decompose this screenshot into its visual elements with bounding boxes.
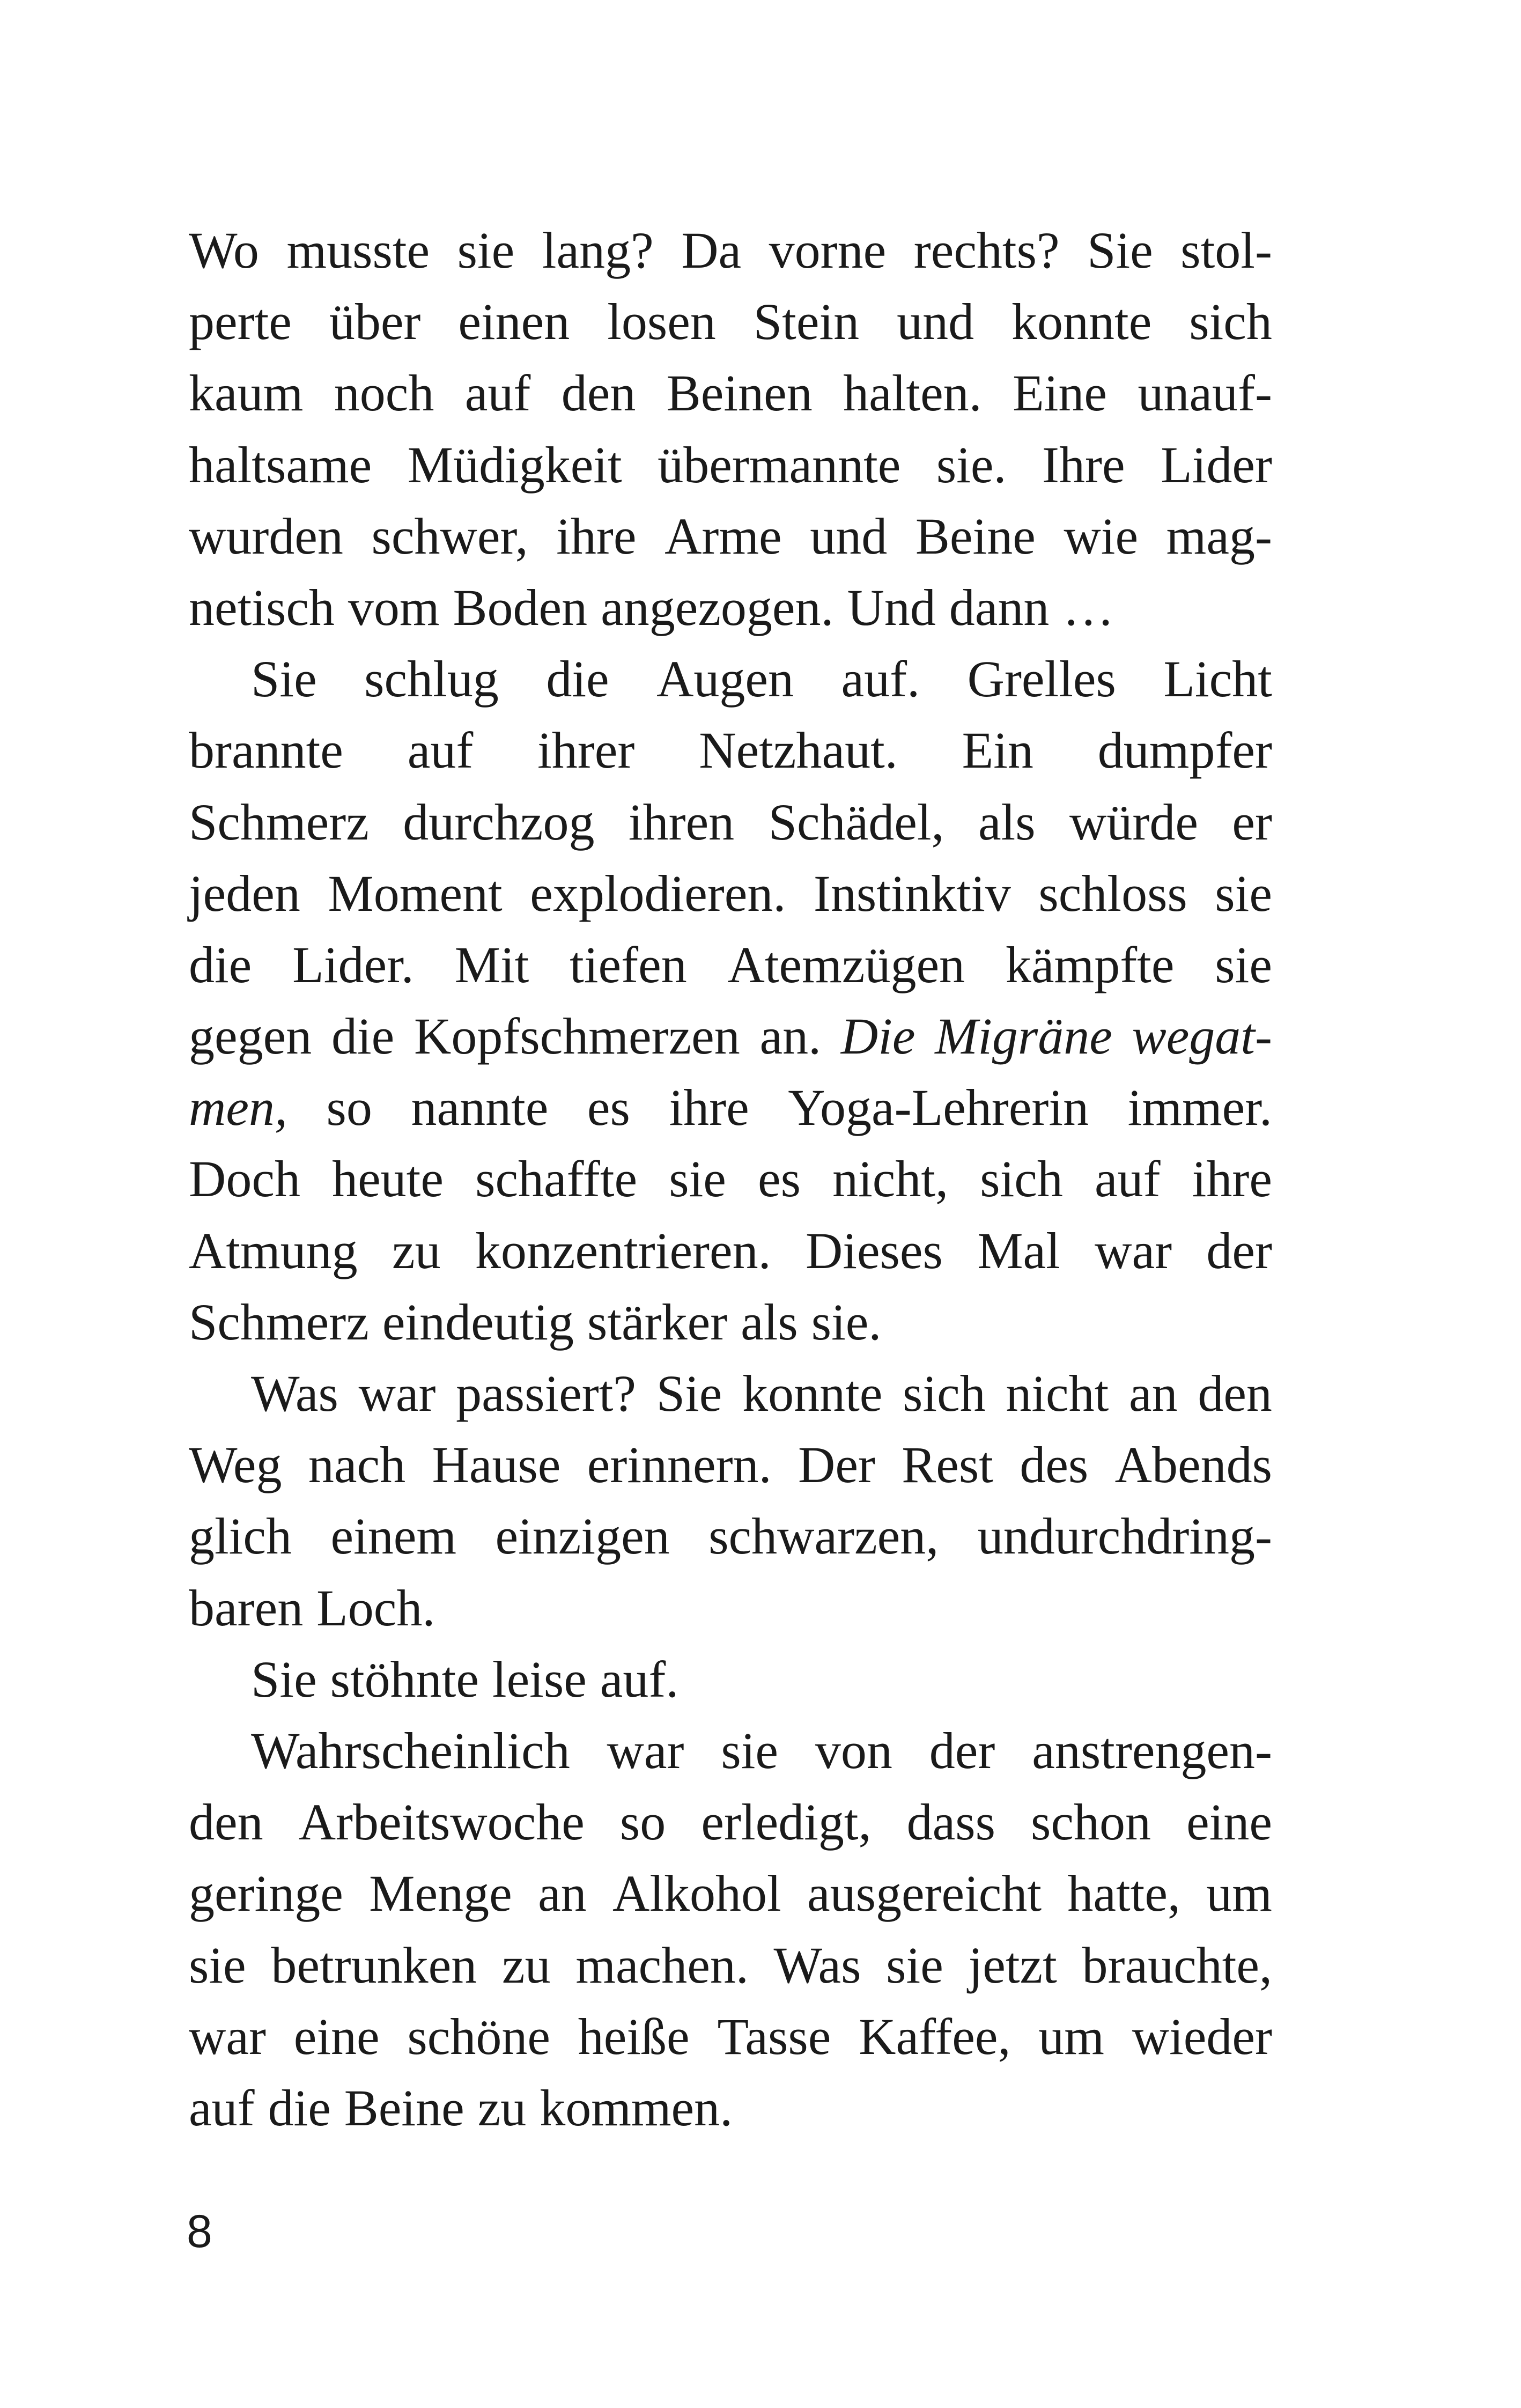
word: er (1232, 793, 1272, 851)
word: stöhnte (330, 1650, 479, 1708)
word: dass (906, 1793, 995, 1851)
word: wegat- (1132, 1007, 1272, 1065)
word: Alkohol (612, 1865, 781, 1923)
word: der (1206, 1221, 1272, 1279)
text-line (189, 500, 1272, 572)
word: sie (457, 222, 515, 279)
word: ihren (628, 793, 735, 851)
word: Licht (1163, 650, 1272, 708)
word: Migräne (935, 1007, 1112, 1065)
word: Schmerz (189, 1293, 369, 1351)
word: sie (1215, 864, 1272, 922)
word: sie (669, 1150, 726, 1208)
word: nannte (411, 1079, 549, 1137)
word: die (546, 650, 609, 708)
word: explodieren. (530, 864, 786, 922)
word: gegen (189, 1007, 312, 1065)
word: einzigen (495, 1507, 670, 1565)
word: undurchdring- (977, 1507, 1272, 1565)
word: Sie (251, 650, 317, 708)
word: konnte (742, 1365, 883, 1422)
word: auf. (841, 650, 920, 708)
word: schwarzen, (708, 1507, 939, 1565)
word: um (1038, 2007, 1104, 2065)
word: war (607, 1721, 684, 1779)
word: vorne (769, 222, 887, 279)
word: perte (189, 293, 292, 351)
word: Atemzügen (727, 936, 965, 993)
word: und (897, 293, 974, 351)
word: der (929, 1721, 995, 1779)
word: Da (681, 222, 742, 279)
word: machen. (575, 1936, 749, 1994)
word: Und (847, 578, 936, 636)
word: Weg (189, 1436, 282, 1494)
word: leise (492, 1650, 587, 1708)
word: durchzog (403, 793, 595, 851)
word: sie (886, 1936, 943, 1994)
word: passiert? (456, 1365, 637, 1422)
word: über (329, 293, 421, 351)
text-line (189, 786, 1272, 858)
word: Netzhaut. (699, 721, 898, 779)
word: die (189, 936, 252, 993)
text-line (189, 357, 1272, 429)
word: baren (189, 1579, 304, 1637)
word: losen (607, 293, 716, 351)
word: und (810, 507, 888, 565)
word: sie. (811, 1293, 882, 1351)
word: ausgereicht (807, 1865, 1042, 1923)
word: Schmerz (189, 793, 369, 851)
word: auf (189, 2079, 255, 2137)
text-line (189, 1572, 1272, 1644)
text-line (189, 572, 1272, 643)
word: die (331, 1007, 395, 1065)
text-line (189, 286, 1272, 357)
word: eine (293, 2007, 380, 2065)
word: an (538, 1865, 587, 1923)
word: schon (1031, 1793, 1151, 1851)
word: schöne (407, 2007, 550, 2065)
word: Beine (344, 2079, 464, 2137)
word: war (189, 2007, 266, 2065)
word: unauf- (1138, 364, 1272, 422)
word: würde (1069, 793, 1198, 851)
word: noch (334, 364, 434, 422)
word: Loch. (316, 1579, 435, 1637)
word: geringe (189, 1865, 343, 1923)
word: nicht, (832, 1150, 949, 1208)
word: mag- (1166, 507, 1272, 565)
word: Schädel, (768, 793, 944, 851)
word: Arbeitswoche (298, 1793, 585, 1851)
word: es (587, 1079, 630, 1137)
word: immer. (1127, 1079, 1272, 1137)
word: Müdigkeit (407, 436, 622, 494)
word: nach (308, 1436, 406, 1494)
word: schloss (1038, 864, 1187, 922)
word: Was (773, 1936, 861, 1994)
word: anstrengen- (1032, 1721, 1272, 1779)
word: Eine (1013, 364, 1107, 422)
word: Doch (189, 1150, 300, 1208)
word: so (619, 1793, 666, 1851)
word: ihre (1192, 1150, 1272, 1208)
word: als (978, 793, 1036, 851)
word: Grelles (967, 650, 1116, 708)
word: Mit (454, 936, 529, 993)
word: erledigt, (701, 1793, 872, 1851)
word: Ihre (1042, 436, 1125, 494)
text-line (189, 1786, 1272, 1858)
text-line (189, 1429, 1272, 1500)
word: stol- (1180, 222, 1272, 279)
word: auf (407, 721, 474, 779)
word: Was (251, 1365, 338, 1422)
word: jeden (189, 864, 300, 922)
word: Yoga-Lehrerin (788, 1079, 1089, 1137)
word: Mal (977, 1221, 1060, 1279)
word: auf (1094, 1150, 1161, 1208)
word: Beinen (666, 364, 813, 422)
word: Stein (753, 293, 860, 351)
word: dann (949, 578, 1050, 636)
word: kaum (189, 364, 304, 422)
word: Sie (656, 1365, 722, 1422)
word: Dieses (805, 1221, 943, 1279)
text-line (189, 2001, 1272, 2072)
word: heute (332, 1150, 444, 1208)
word: Ein (962, 721, 1033, 779)
word: Augen (656, 650, 794, 708)
word: halten. (843, 364, 982, 422)
text-line (189, 1072, 1272, 1143)
word: sich (980, 1150, 1063, 1208)
word: einen (458, 293, 570, 351)
word: Kaffee, (859, 2007, 1011, 2065)
word: konnte (1011, 293, 1152, 351)
word: es (758, 1150, 801, 1208)
word: vom (348, 578, 440, 636)
word: dumpfer (1097, 721, 1272, 779)
word: musste (286, 222, 430, 279)
word: Sie (251, 1650, 317, 1708)
word: an (1129, 1365, 1178, 1422)
word: einem (330, 1507, 457, 1565)
word: konzentrieren. (475, 1221, 771, 1279)
word: Boden (453, 578, 588, 636)
text-line (189, 1500, 1272, 1572)
word: Lider. (292, 936, 414, 993)
word: den (1198, 1365, 1272, 1422)
word: sie (1215, 936, 1272, 993)
word: Lider (1161, 436, 1272, 494)
word: um (1206, 1865, 1272, 1923)
body-text (189, 215, 1272, 2144)
text-line (189, 1000, 1272, 1072)
word: Wo (189, 222, 259, 279)
word: Hause (432, 1436, 561, 1494)
text-line (189, 643, 1272, 715)
word: eindeutig (382, 1293, 574, 1351)
word: Arme (664, 507, 782, 565)
word: Abends (1114, 1436, 1272, 1494)
word: zu (501, 1936, 551, 1994)
word: übermannte (658, 436, 901, 494)
word: sie. (936, 436, 1007, 494)
word: glich (189, 1507, 292, 1565)
word: brannte (189, 721, 343, 779)
word: sie (189, 1936, 246, 1994)
word: rechts? (913, 222, 1060, 279)
word: … (1062, 578, 1114, 636)
word: Moment (328, 864, 503, 922)
word: betrunken (271, 1936, 477, 1994)
word: zu (477, 2079, 527, 2137)
word: Instinktiv (813, 864, 1011, 922)
word: auf (464, 364, 531, 422)
word: des (1020, 1436, 1089, 1494)
word: Beine (915, 507, 1036, 565)
text-line (189, 1143, 1272, 1214)
word: nicht (1006, 1365, 1109, 1422)
word: hatte, (1067, 1865, 1180, 1923)
word: den (561, 364, 636, 422)
text-line (189, 1215, 1272, 1286)
page-number: 8 (187, 2206, 212, 2257)
word: war (1095, 1221, 1172, 1279)
word: sie (721, 1721, 778, 1779)
word: so (326, 1079, 372, 1137)
text-line (189, 1715, 1272, 1786)
text-line (189, 2072, 1272, 2144)
word: an. (759, 1007, 822, 1065)
word: kämpfte (1005, 936, 1175, 993)
word: wieder (1132, 2007, 1272, 2065)
word: Tasse (717, 2007, 831, 2065)
word: ihre (669, 1079, 749, 1137)
word: schlug (364, 650, 499, 708)
word: wurden (189, 507, 343, 565)
word: wie (1064, 507, 1139, 565)
word: Rest (902, 1436, 993, 1494)
word: Sie (1087, 222, 1153, 279)
word: von (815, 1721, 892, 1779)
word: stärker (587, 1293, 728, 1351)
word: als (741, 1293, 798, 1351)
text-line (189, 858, 1272, 929)
word: ihre (556, 507, 637, 565)
word: haltsame (189, 436, 372, 494)
text-line (189, 929, 1272, 1000)
word: schwer, (371, 507, 528, 565)
word: eine (1186, 1793, 1272, 1851)
word: tiefen (570, 936, 687, 993)
word: Wahrscheinlich (251, 1721, 570, 1779)
word: Atmung (189, 1221, 358, 1279)
word: ihrer (537, 721, 635, 779)
word: angezogen. (601, 578, 834, 636)
text-line (189, 1644, 1272, 1715)
word: war (358, 1365, 436, 1422)
word: Die (840, 1007, 915, 1065)
word: auf. (600, 1650, 679, 1708)
text-line (189, 215, 1272, 286)
word: heiße (578, 2007, 690, 2065)
word: zu (392, 1221, 441, 1279)
word: den (189, 1793, 263, 1851)
word: netisch (189, 578, 335, 636)
word: kommen. (540, 2079, 733, 2137)
word: brauchte, (1082, 1936, 1272, 1994)
text-line (189, 429, 1272, 500)
word: Kopfschmerzen (414, 1007, 740, 1065)
word: schaffte (475, 1150, 638, 1208)
text-line (189, 1930, 1272, 2001)
text-line (189, 1858, 1272, 1929)
word: Menge (369, 1865, 512, 1923)
word: lang? (542, 222, 654, 279)
word: die (268, 2079, 331, 2137)
word: sich (1189, 293, 1272, 351)
word: sich (903, 1365, 986, 1422)
word: jetzt (968, 1936, 1057, 1994)
word: erinnern. (587, 1436, 772, 1494)
text-line (189, 715, 1272, 786)
text-line (189, 1286, 1272, 1358)
word: Der (798, 1436, 875, 1494)
text-line (189, 1358, 1272, 1429)
word: men, (189, 1079, 287, 1137)
